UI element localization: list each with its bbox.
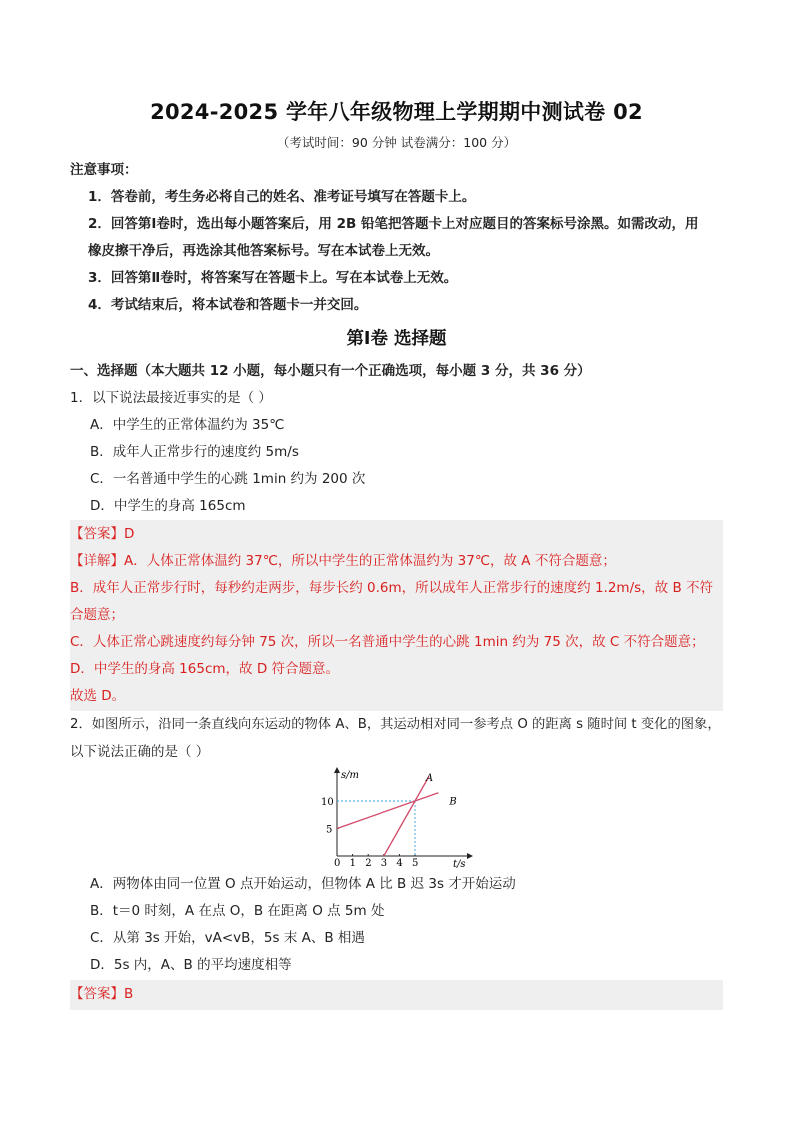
question-2-option-c: C．从第 3s 开始，vA<vB，5s 末 A、B 相遇 xyxy=(90,930,365,946)
question-1-option-c: C．一名普通中学生的心跳 1min 约为 200 次 xyxy=(90,471,366,487)
question-2-answer-box xyxy=(70,980,723,1010)
question-1-stem: 1．以下说法最接近事实的是（ ） xyxy=(70,390,272,406)
question-2-option-b: B．t＝0 时刻，A 在点 O，B 在距离 O 点 5m 处 xyxy=(90,903,385,919)
page-title: 2024-2025 学年八年级物理上学期期中测试卷 02 xyxy=(150,100,643,124)
question-1-answer: 【答案】D xyxy=(70,526,135,542)
notice-item: 1．答卷前，考生务必将自己的姓名、准考证号填写在答题卡上。 xyxy=(88,189,476,205)
exam-info: （考试时间：90 分钟 试卷满分：100 分） xyxy=(276,135,517,150)
question-2-option-a: A．两物体由同一位置 O 点开始运动，但物体 A 比 B 迟 3s 才开始运动 xyxy=(90,876,516,892)
line-a xyxy=(384,776,429,856)
line-b xyxy=(337,793,438,829)
question-2-option-d: D．5s 内，A、B 的平均速度相等 xyxy=(90,957,292,973)
question-1-explanation: D．中学生的身高 165cm，故 D 符合题意。 xyxy=(70,661,340,677)
question-1-explanation: 故选 D。 xyxy=(70,688,126,704)
x-tick-label: 4 xyxy=(396,858,403,869)
question-1-explanation: 【详解】A．人体正常体温约 37℃，所以中学生的正常体温约为 37℃，故 A 不符合题意； xyxy=(70,553,616,569)
line-a-label: A xyxy=(425,773,434,785)
question-2-stem: 以下说法正确的是（ ） xyxy=(70,744,210,760)
question-1-explanation: B．成年人正常步行时，每秒约走两步，每步长约 0.6m，所以成年人正常步行的速度约 1.2m/s，故 B 不符 xyxy=(70,580,714,596)
notice-item: 橡皮擦干净后，再选涂其他答案标号。写在本试卷上无效。 xyxy=(88,243,439,259)
question-1-option-a: A．中学生的正常体温约为 35℃ xyxy=(90,417,285,433)
x-tick-label: 0 xyxy=(334,858,341,869)
x-tick-label: 1 xyxy=(349,858,356,869)
part-heading: 一、选择题（本大题共 12 小题，每小题只有一个正确选项，每小题 3 分，共 36 分） xyxy=(70,363,591,379)
question-1-answer-box xyxy=(70,520,723,711)
section-title: 第Ⅰ卷 选择题 xyxy=(346,329,447,349)
distance-time-graph xyxy=(320,764,480,870)
x-tick-label: 3 xyxy=(380,858,388,869)
notice-heading: 注意事项： xyxy=(70,162,138,178)
notice-item: 3．回答第Ⅱ卷时，将答案写在答题卡上。写在本试卷上无效。 xyxy=(88,270,458,286)
x-tick-label: 2 xyxy=(365,858,372,869)
y-axis-label: s/m xyxy=(341,770,359,781)
notice-item: 2．回答第Ⅰ卷时，选出每小题答案后，用 2B 铅笔把答题卡上对应题目的答案标号涂黑。如需改动，用 xyxy=(88,216,699,232)
question-1-explanation: C．人体正常心跳速度约每分钟 75 次，所以一名普通中学生的心跳 1min 约为 75 次，故 C 不符合题意； xyxy=(70,634,705,650)
y-tick-label: 10 xyxy=(321,797,334,808)
question-2-stem: 2．如图所示，沿同一条直线向东运动的物体 A、B，其运动相对同一参考点 O 的距离 s 随时间 t 变化的图象， xyxy=(70,717,721,732)
graph-svg xyxy=(320,764,480,870)
question-1-explanation: 合题意； xyxy=(70,607,124,623)
notice-item: 4．考试结束后，将本试卷和答题卡一并交回。 xyxy=(88,297,368,313)
question-2-answer: 【答案】B xyxy=(70,986,134,1002)
line-b-label: B xyxy=(449,796,457,808)
x-tick-label: 5 xyxy=(412,858,419,869)
y-tick-label: 5 xyxy=(326,824,333,836)
x-axis-label: t/s xyxy=(453,859,466,870)
question-1-option-b: B．成年人正常步行的速度约 5m/s xyxy=(90,444,299,460)
question-1-option-d: D．中学生的身高 165cm xyxy=(90,498,246,514)
